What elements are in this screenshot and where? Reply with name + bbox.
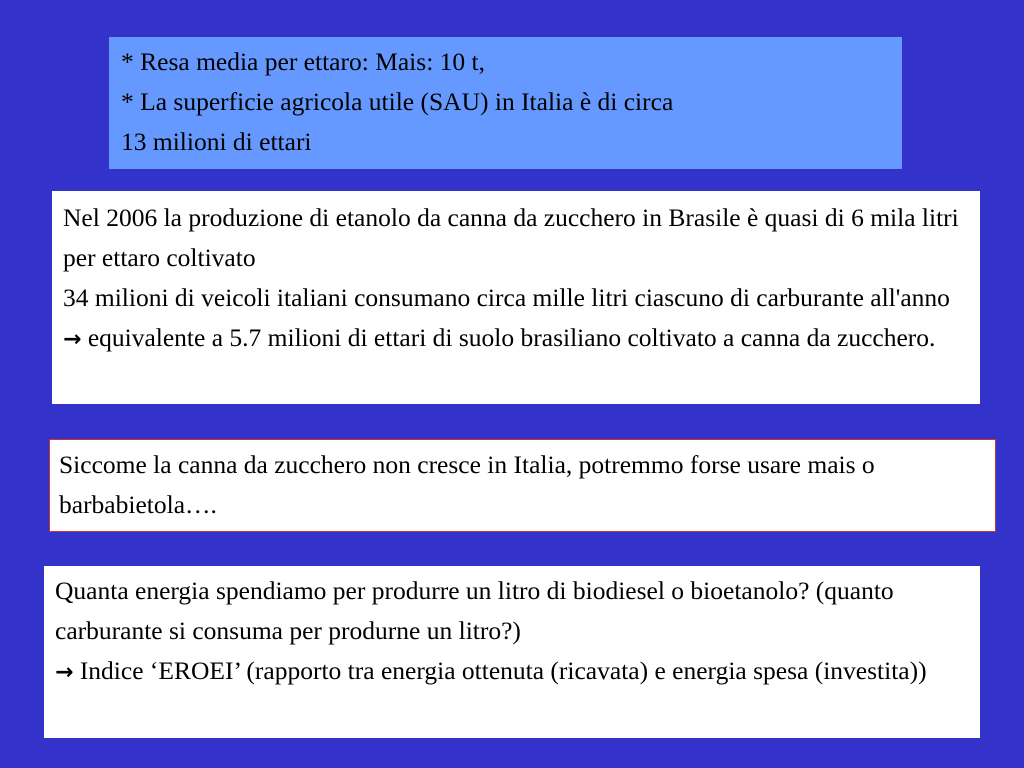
energy-question-paragraph: Quanta energia spendiamo per produrre un litro di biodiesel o bioetanolo? (quanto carburante si consuma per produrne un litro?) — [55, 576, 894, 645]
ethanol-info-box — [52, 191, 980, 404]
hectares-equivalent-text: equivalente a 5.7 milioni di ettari di suolo brasiliano coltivato a canna da zucchero. — [81, 323, 936, 352]
ethanol-brazil-paragraph: Nel 2006 la produzione di etanolo da canna da zucchero in Brasile è quasi di 6 mila litri per ettaro coltivato — [63, 203, 959, 272]
eroei-paragraph — [55, 651, 970, 693]
yield-line-1: * Resa media per ettaro: Mais: 10 t, — [121, 47, 485, 76]
yield-line-2: * La superficie agricola utile (SAU) in Italia è di circa — [121, 87, 674, 116]
sugarcane-info-box — [49, 439, 996, 532]
right-arrow-icon: → — [55, 660, 74, 685]
energy-info-box — [44, 566, 980, 738]
yield-line-3: 13 milioni di ettari — [121, 127, 312, 156]
vehicles-text: 34 milioni di veicoli italiani consumano circa mille litri ciascuno di carburante all'anno — [63, 283, 950, 312]
italian-vehicles-paragraph — [63, 278, 970, 360]
sugarcane-text: Siccome la canna da zucchero non cresce in Italia, potremmo forse usare mais o barbabietola…. — [59, 450, 875, 519]
right-arrow-icon: → — [63, 327, 82, 352]
yield-info-box — [109, 37, 902, 169]
eroei-text: Indice ‘EROEI’ (rapporto tra energia ottenuta (ricavata) e energia spesa (investita)) — [73, 656, 927, 685]
